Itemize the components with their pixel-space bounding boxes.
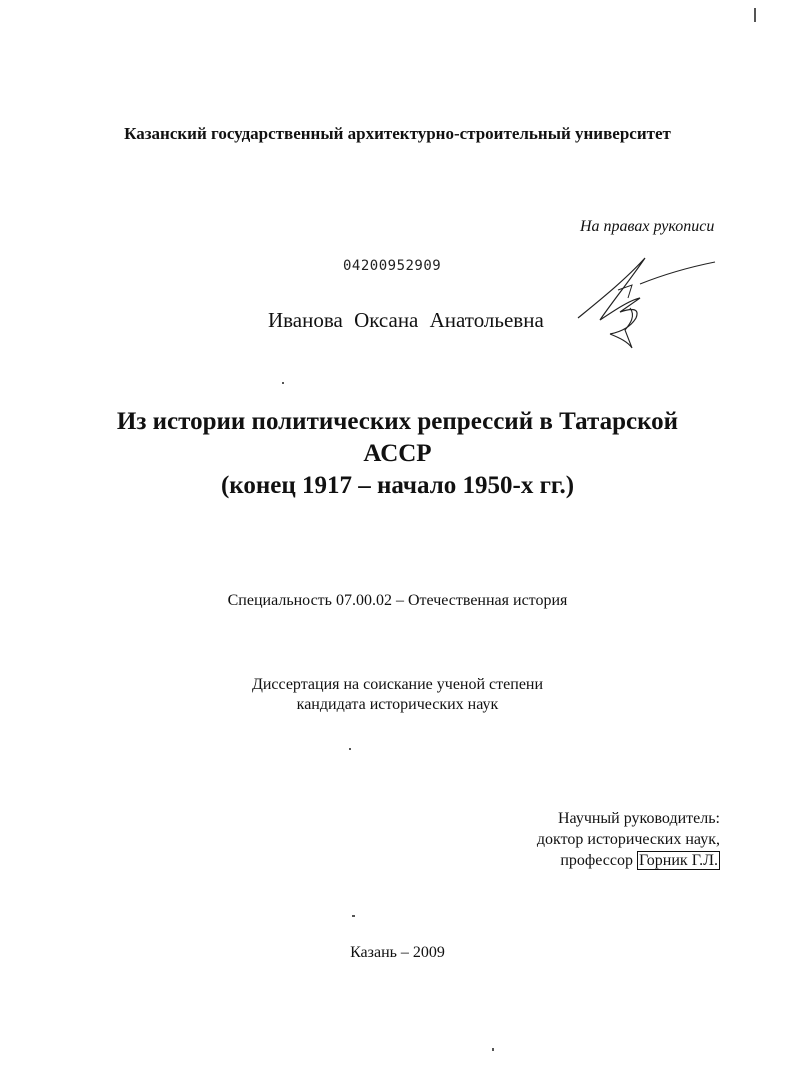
specialty: Специальность 07.00.02 – Отечественная история	[227, 592, 568, 609]
dissertation-line-2: кандидата исторических наук	[296, 696, 499, 713]
title-line-3: (конец 1917 – начало 1950-х гг.)	[220, 472, 575, 499]
registration-code: 04200952909	[343, 258, 442, 274]
signature-icon	[570, 250, 720, 350]
supervisor-rank-name	[520, 852, 720, 870]
supervisor-name: Горник Г.Л.	[638, 852, 718, 869]
scan-mark	[282, 382, 284, 384]
supervisor-degree: доктор исторических наук,	[536, 831, 720, 848]
supervisor-rank: профессор	[560, 852, 633, 869]
title-line-1: Из истории политических репрессий в Татарской	[116, 408, 679, 435]
university-name: Казанский государственный архитектурно-строительный университет	[124, 124, 671, 143]
scan-mark	[754, 8, 756, 22]
scan-mark	[349, 748, 351, 750]
city-year: Казань – 2009	[350, 944, 445, 961]
scan-mark	[492, 1048, 494, 1051]
title-line-2: АССР	[363, 440, 432, 467]
rights-note: На правах рукописи	[580, 218, 715, 235]
scan-mark	[352, 915, 355, 917]
author-name: Иванова Оксана Анатольевна	[268, 308, 544, 332]
dissertation-line-1: Диссертация на соискание ученой степени	[251, 676, 544, 693]
supervisor-label: Научный руководитель:	[557, 810, 720, 827]
